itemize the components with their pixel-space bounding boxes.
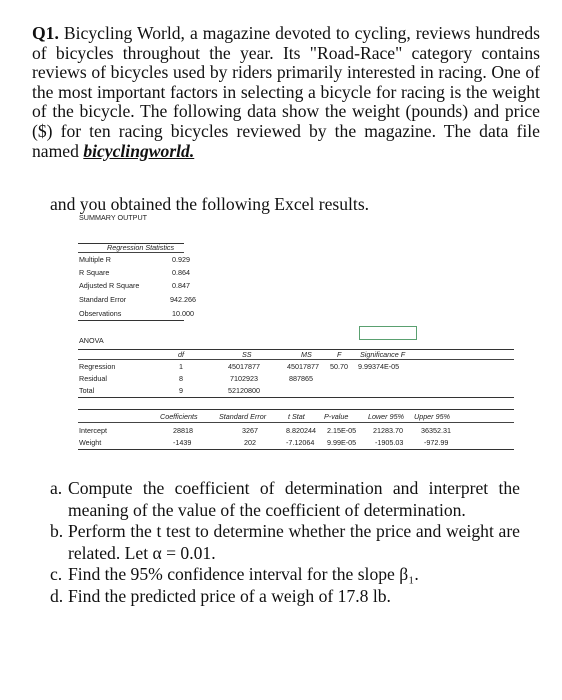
stat-label-r-square: R Square: [79, 268, 110, 277]
coef-label-intercept: Intercept: [79, 426, 107, 435]
coef-header-lower-95: Lower 95%: [368, 412, 404, 421]
intro-line: and you obtained the following Excel results.: [50, 194, 370, 214]
question-number: Q1.: [32, 23, 59, 43]
anova-bottom-rule: [78, 397, 514, 398]
task-list: [50, 478, 520, 607]
task-a-letter: a.: [50, 478, 63, 498]
anova-label-total: Total: [79, 386, 95, 395]
anova-header-ss: SS: [242, 350, 252, 359]
anova-ms-residual: 887865: [289, 374, 313, 383]
coef-value-intercept: 28818: [173, 426, 193, 435]
anova-header-ms: MS: [301, 350, 312, 359]
task-c-letter: c.: [50, 564, 63, 584]
anova-header-df: df: [178, 350, 184, 359]
coef-se-weight: 202: [244, 438, 256, 447]
stat-value-observations: 10.000: [172, 309, 194, 318]
stats-header: Regression Statistics: [107, 243, 175, 252]
coef-header-rule: [78, 422, 514, 423]
task-d: [50, 586, 520, 608]
question-body: Bicycling World, a magazine devoted to cycling, reviews hundreds of bicycles throughout the year. Its "Road-Race" category contains reviews of bicycles used by riders primarily interested in racing. One of the most important factors in selecting a bicycle for racing is the weight of the bicycle. The following data show the weight (pounds) and price ($) for ten racing bicycles reviewed by the magazine. The data file named: [32, 23, 540, 161]
stats-bottom-rule: [78, 320, 184, 321]
coef-header-upper-95: Upper 95%: [414, 412, 450, 421]
coef-se-intercept: 3267: [242, 426, 258, 435]
task-d-text: Find the predicted price of a weigh of 17.8 lb.: [68, 585, 391, 606]
coef-header-t-stat: t Stat: [288, 412, 305, 421]
anova-df-residual: 8: [179, 374, 183, 383]
summary-title: SUMMARY OUTPUT: [79, 213, 148, 222]
task-c-text: Find the 95% confidence interval for the slope β₁.: [68, 564, 419, 584]
task-b-letter: b.: [50, 521, 64, 541]
anova-ss-residual: 7102923: [230, 374, 258, 383]
selected-cell[interactable]: [359, 326, 417, 340]
coef-t-weight: -7.12064: [286, 438, 315, 447]
anova-top-rule: [78, 349, 514, 350]
stat-value-adjusted-r-square: 0.847: [172, 281, 190, 290]
stat-label-multiple-r: Multiple R: [79, 255, 111, 264]
anova-label-regression: Regression: [79, 362, 116, 371]
anova-title: ANOVA: [79, 336, 104, 345]
coef-value-weight: -1439: [173, 438, 192, 447]
stat-label-observations: Observations: [79, 309, 122, 318]
question-text: [32, 24, 540, 161]
anova-df-total: 9: [179, 386, 183, 395]
coef-header-p-value: P-value: [324, 412, 349, 421]
coef-header-standard-error: Standard Error: [219, 412, 267, 421]
anova-sig-regression: 9.99374E-05: [358, 362, 400, 371]
data-file-name: bicyclingworld.: [83, 140, 195, 161]
stat-label-adjusted-r-square: Adjusted R Square: [79, 281, 140, 290]
coef-p-weight: 9.99E-05: [327, 438, 357, 447]
coef-header-coefficients: Coefficients: [160, 412, 198, 421]
anova-ss-regression: 45017877: [228, 362, 260, 371]
task-a: [50, 478, 520, 521]
anova-label-residual: Residual: [79, 374, 107, 383]
anova-header-significance-f: Significance F: [360, 350, 406, 359]
stat-value-standard-error: 942.266: [170, 295, 196, 304]
coef-lower-intercept: 21283.70: [373, 426, 403, 435]
coef-p-intercept: 2.15E-05: [327, 426, 357, 435]
task-a-text: Compute the coefficient of determination and interpret the meaning of the value of the coefficient of determination.: [68, 478, 520, 520]
anova-header-rule: [78, 359, 514, 360]
task-b: [50, 521, 520, 564]
coef-upper-weight: -972.99: [424, 438, 449, 447]
excel-output: [76, 212, 514, 458]
anova-df-regression: 1: [179, 362, 183, 371]
stats-header-rule: [78, 252, 184, 253]
anova-header-f: F: [337, 350, 342, 359]
coef-upper-intercept: 36352.31: [421, 426, 451, 435]
stat-value-r-square: 0.864: [172, 268, 190, 277]
coef-lower-weight: -1905.03: [375, 438, 404, 447]
coef-label-weight: Weight: [79, 438, 102, 447]
anova-f-regression: 50.70: [330, 362, 348, 371]
task-c: [50, 564, 520, 586]
task-d-letter: d.: [50, 585, 64, 606]
anova-ms-regression: 45017877: [287, 362, 319, 371]
coef-bottom-rule: [78, 449, 514, 450]
coef-top-rule: [78, 409, 514, 410]
coef-t-intercept: 8.820244: [286, 426, 316, 435]
stat-value-multiple-r: 0.929: [172, 255, 190, 264]
anova-ss-total: 52120800: [228, 386, 260, 395]
task-b-text: Perform the t test to determine whether the price and weight are related. Let α = 0.01.: [68, 521, 520, 563]
stat-label-standard-error: Standard Error: [79, 295, 127, 304]
